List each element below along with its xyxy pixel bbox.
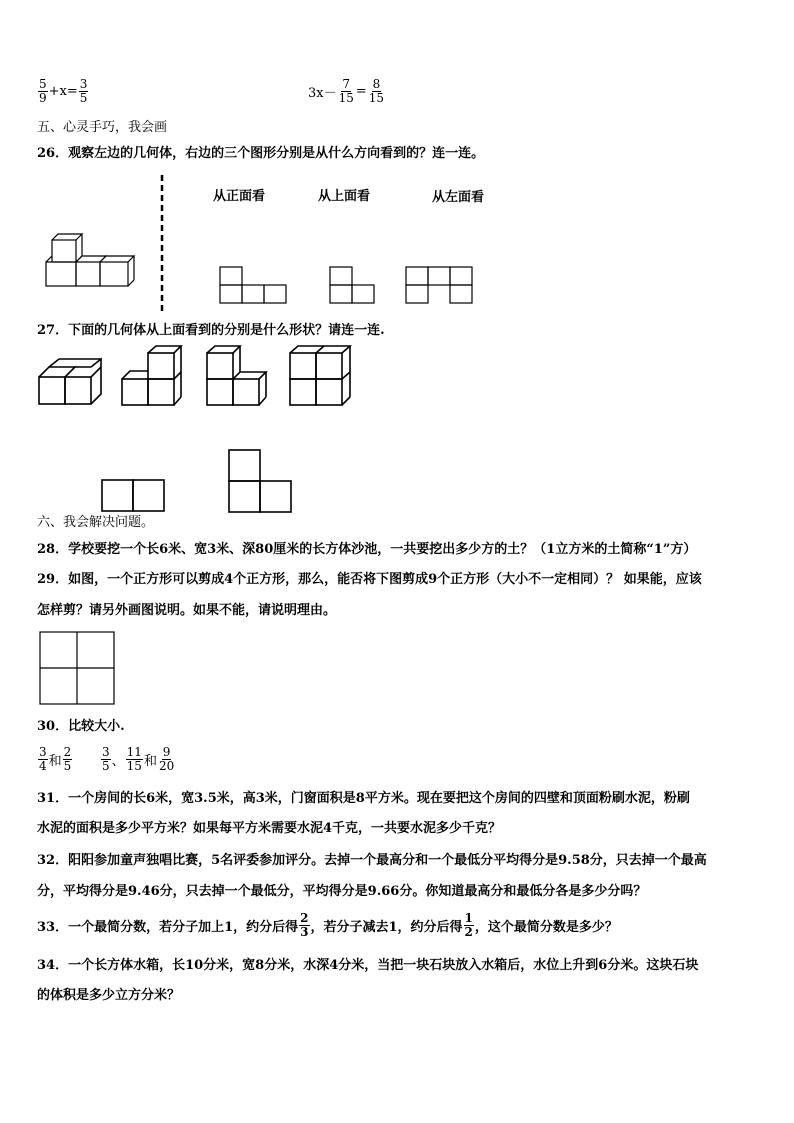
fraction: $\frac{2}{3}$	[300, 911, 309, 939]
equation-2: 3x－ $\frac{7}{15}$ = $\frac{8}{15}$	[308, 77, 385, 105]
question-33: 33．一个最简分数，若分子加上1，约分后得 $\frac{2}{3}$ ，若分子减去1，约分后得 $\frac{1}{2}$ ，这个最简分数是多少？	[37, 911, 618, 939]
comparison-pair-1: $\frac{3}{4}$ 和 $\frac{2}{5}$	[39, 745, 72, 773]
fraction: $\frac{11}{15}$	[126, 745, 142, 773]
solid-1	[38, 357, 104, 407]
solid-4	[289, 345, 355, 407]
fraction: $\frac{2}{5}$	[63, 745, 72, 773]
fraction: $\frac{7}{15}$	[338, 77, 354, 105]
comparison-pair-2: $\frac{3}{5}$ 、 $\frac{11}{15}$ 和 $\frac{9}{20}$	[102, 745, 175, 773]
view-shape-3	[405, 266, 475, 306]
q26-isometric-cubes	[42, 232, 142, 292]
top-view-shape-1	[101, 479, 167, 513]
question-34-line-1: 34．一个长方体水箱，长10分米，宽8分米，水深4分米，当把一块石块放入水箱后，水位上升到6分米。这块石块	[37, 958, 699, 973]
question-28-text: 28．学校要挖一个长6米、宽3米、深80厘米的长方体沙池，一共要挖出多少方的土？（1立方米的土简称“1”方）	[37, 542, 697, 557]
top-view-shape-2	[228, 449, 294, 513]
question-26-text: 26．观察左边的几何体，右边的三个图形分别是从什么方向看到的？连一连。	[37, 146, 485, 161]
section-5-title: 五、心灵手巧，我会画	[37, 120, 168, 135]
question-32-line-1: 32．阳阳参加童声独唱比赛，5名评委参加评分。去掉一个最高分和一个最低分平均得分是9.58分，只去掉一个最高	[37, 853, 707, 868]
fraction: $\frac{5}{9}$	[39, 77, 47, 105]
solid-3	[206, 345, 268, 407]
solid-2	[121, 345, 183, 407]
fraction: $\frac{3}{4}$	[39, 745, 47, 773]
fraction: $\frac{1}{2}$	[464, 911, 473, 939]
q29-square-grid	[39, 631, 117, 707]
equation-1: $\frac{5}{9}$ +x= $\frac{3}{5}$	[39, 77, 88, 105]
fraction: $\frac{3}{5}$	[79, 77, 88, 105]
label-left-view: 从左面看	[432, 190, 485, 205]
question-32-line-2: 分，平均得分是9.46分，只去掉一个最低分，平均得分是9.66分。你知道最高分和最低分各是多少分吗？	[37, 884, 647, 899]
fraction: $\frac{3}{5}$	[102, 745, 110, 773]
label-top-view: 从上面看	[318, 189, 371, 204]
question-29-line-2: 怎样剪？请另外画图说明。如果不能，请说明理由。	[37, 603, 337, 618]
label-front-view: 从正面看	[213, 189, 266, 204]
fraction: $\frac{9}{20}$	[158, 745, 175, 773]
question-27-text: 27．下面的几何体从上面看到的分别是什么形状？请连一连.	[37, 323, 385, 338]
question-30-text: 30．比较大小.	[37, 719, 125, 734]
question-29-line-1: 29．如图，一个正方形可以剪成4个正方形，那么，能否将下图剪成9个正方形（大小不一定相同）？ 如果能，应该	[37, 572, 702, 587]
question-31-line-1: 31．一个房间的长6米，宽3.5米，高3米，门窗面积是8平方米。现在要把这个房间的四壁和顶面粉刷水泥，粉刷	[37, 791, 690, 806]
view-shape-2	[329, 266, 379, 306]
dashed-divider	[160, 175, 164, 315]
question-31-line-2: 水泥的面积是多少平方米？如果每平方米需要水泥4千克，一共要水泥多少千克？	[37, 821, 502, 836]
question-34-line-2: 的体积是多少立方分米？	[37, 988, 181, 1003]
view-shape-1	[219, 266, 289, 306]
fraction: $\frac{8}{15}$	[368, 77, 385, 105]
section-6-title: 六、我会解决问题。	[37, 515, 155, 530]
